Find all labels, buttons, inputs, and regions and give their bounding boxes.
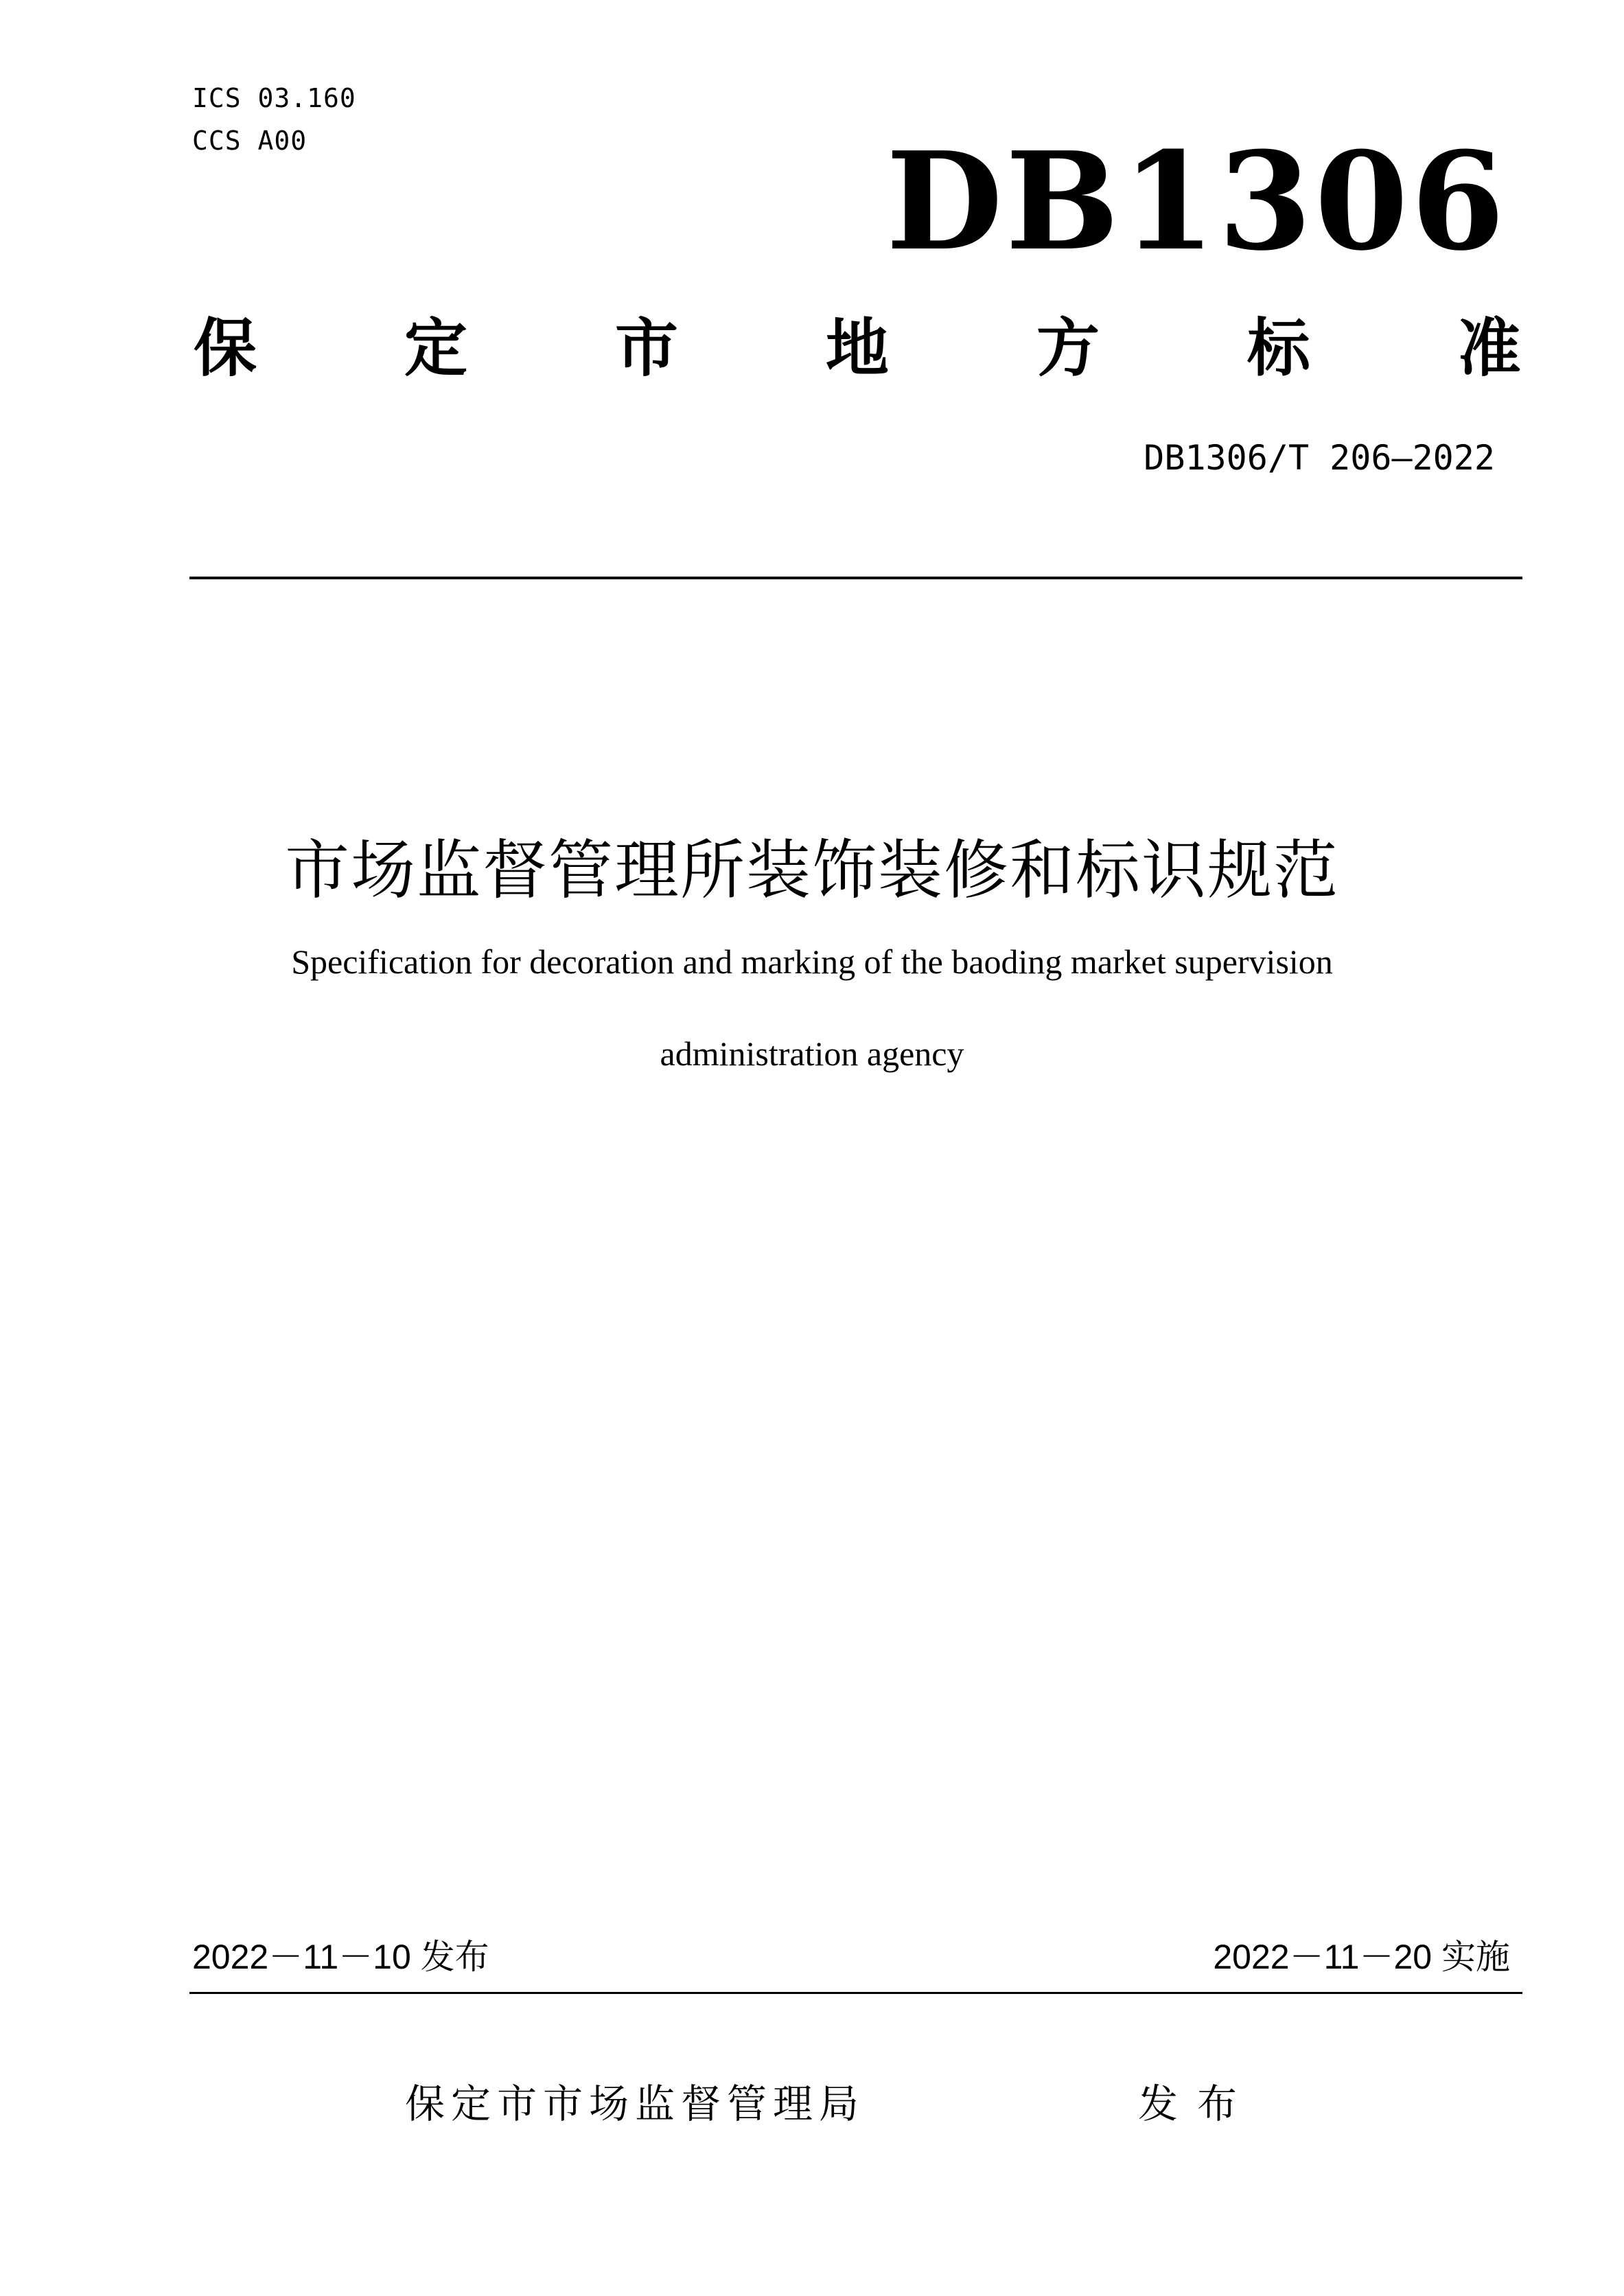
standard-logo: DB1306 — [885, 123, 1507, 281]
title-english-line-2: administration agency — [660, 1034, 964, 1073]
bottom-divider — [189, 1992, 1522, 1994]
publisher-name: 保定市市场监督管理局 — [405, 2080, 866, 2127]
standard-type-char: 准 — [1457, 312, 1521, 385]
standard-type-char: 保 — [194, 312, 257, 385]
publish-label: 发布 — [1138, 2080, 1257, 2127]
standard-type-char: 地 — [825, 312, 889, 385]
implementation-date: 2022－11－20 实施 — [1213, 1938, 1510, 1976]
standard-number: DB1306/T 206—2022 — [1144, 438, 1495, 478]
title-english-line-1: Specification for decoration and marking of the baoding market supervision — [291, 942, 1333, 981]
issue-date: 2022－11－10 发布 — [192, 1938, 489, 1976]
title-chinese: 市场监督管理所装饰装修和标识规范 — [284, 833, 1339, 908]
standard-type-char: 定 — [404, 312, 467, 385]
standard-type-char: 市 — [614, 312, 678, 385]
standard-type-heading — [194, 312, 1521, 385]
ics-code: ICS 03.160 — [192, 83, 356, 113]
top-divider — [189, 577, 1522, 579]
standard-type-char: 标 — [1246, 312, 1310, 385]
ccs-code: CCS A00 — [192, 126, 308, 156]
standard-type-char: 方 — [1036, 312, 1100, 385]
